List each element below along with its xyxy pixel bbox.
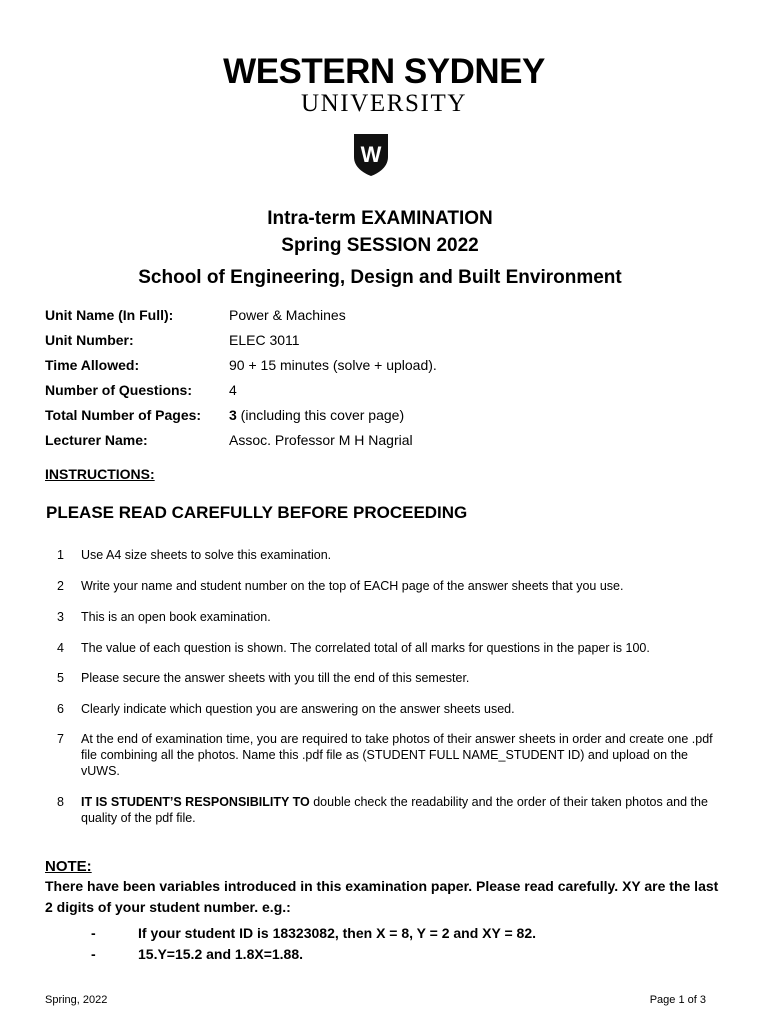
item-number: 4 — [57, 641, 64, 655]
school-title: School of Engineering, Design and Built Environment — [138, 267, 622, 288]
item-number: 3 — [57, 610, 64, 624]
item-number: 8 — [57, 795, 64, 809]
instruction-item: Use A4 size sheets to solve this examination. — [81, 548, 332, 562]
instruction-item: The value of each question is shown. The correlated total of all marks for questions in the paper is 100. — [81, 641, 650, 655]
item-number: 2 — [57, 579, 64, 593]
detail-value: Power & Machines — [229, 307, 346, 323]
exam-title: Intra-term EXAMINATION — [267, 208, 493, 229]
page-count-note: (including this cover page) — [236, 407, 405, 423]
detail-label: Lecturer Name: — [45, 432, 148, 448]
shield-icon — [353, 133, 389, 177]
shield-letter: W — [360, 142, 382, 167]
instructions-subheading: PLEASE READ CAREFULLY BEFORE PROCEEDING — [46, 503, 468, 522]
item-number: 5 — [57, 671, 64, 685]
detail-label: Total Number of Pages: — [45, 407, 202, 423]
page-count: 3 — [229, 407, 237, 423]
note-heading: NOTE: — [45, 858, 92, 875]
item-number: 6 — [57, 702, 64, 716]
detail-label: Time Allowed: — [45, 357, 140, 373]
instruction-item — [81, 794, 721, 826]
item-number: 1 — [57, 548, 64, 562]
university-subtitle: UNIVERSITY — [301, 90, 467, 117]
responsibility-emphasis: IT IS STUDENT’S RESPONSIBILITY TO — [81, 795, 310, 809]
session-title: Spring SESSION 2022 — [281, 235, 479, 256]
instruction-item: This is an open book examination. — [81, 610, 271, 624]
responsibility-text: double check the readability and the order of their taken photos and the quality of the pdf file. — [81, 795, 708, 825]
instruction-item: Clearly indicate which question you are answering on the answer sheets used. — [81, 702, 515, 716]
detail-value: ELEC 3011 — [229, 332, 300, 348]
instructions-heading: INSTRUCTIONS: — [45, 466, 155, 482]
note-text: There have been variables introduced in this examination paper. Please read carefully. XY are the last 2 digits of your student number. e.g.: — [45, 878, 719, 915]
detail-value — [229, 407, 404, 423]
detail-value: 4 — [229, 382, 237, 398]
detail-value: Assoc. Professor M H Nagrial — [229, 432, 413, 448]
detail-value: 90 + 15 minutes (solve + upload). — [229, 357, 437, 373]
footer-page-number: Page 1 of 3 — [649, 994, 706, 1006]
detail-label: Unit Name (In Full): — [45, 307, 174, 323]
university-name: WESTERN SYDNEY — [223, 52, 545, 91]
detail-label: Unit Number: — [45, 332, 134, 348]
instruction-item: At the end of examination time, you are required to take photos of their answer sheets in order and create one .pdf file combining all the photos. Name this .pdf file as (STUDENT FULL NAME_STUDENT ID) and upload on the vUWS. — [81, 732, 713, 778]
instruction-item: Please secure the answer sheets with you till the end of this semester. — [81, 671, 470, 685]
note-bullet: If your student ID is 18323082, then X = 8, Y = 2 and XY = 82. — [138, 925, 537, 941]
detail-label: Number of Questions: — [45, 382, 193, 398]
note-bullet: 15.Y=15.2 and 1.8X=1.88. — [138, 946, 304, 962]
item-number: 7 — [57, 732, 64, 746]
bullet-dash: - — [91, 946, 96, 962]
footer-date: Spring, 2022 — [45, 994, 108, 1006]
instruction-item: Write your name and student number on the top of EACH page of the answer sheets that you use. — [81, 579, 624, 593]
bullet-dash: - — [91, 925, 96, 941]
